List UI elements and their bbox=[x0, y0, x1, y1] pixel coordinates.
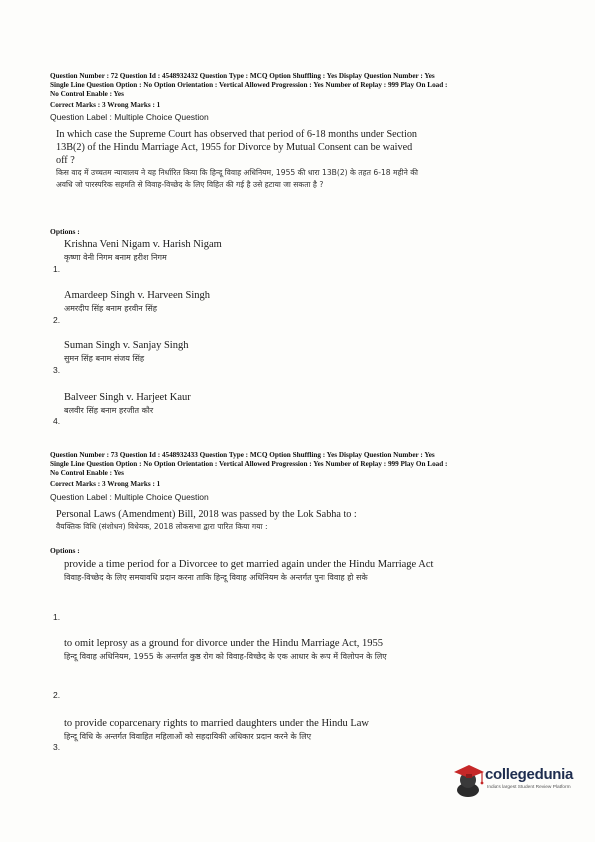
option-text-hi: बलवीर सिंह बनाम हरजीत कौर bbox=[64, 406, 154, 415]
question-72-meta bbox=[50, 72, 550, 99]
question-73-text bbox=[56, 508, 476, 533]
question-text-en: Personal Laws (Amendment) Bill, 2018 was passed by the Lok Sabha to : bbox=[56, 509, 357, 520]
option-text-hi: कृष्णा वेनी निगम बनाम हरीश निगम bbox=[64, 253, 167, 262]
graduate-cap-icon bbox=[452, 760, 486, 800]
question-72-label: Question Label : Multiple Choice Question bbox=[50, 112, 209, 122]
meta-line: Single Line Question Option : No Option Orientation : Vertical Allowed Progression : Yes Number of Replay : 999 Play On Load : bbox=[50, 81, 448, 89]
option-2[interactable] bbox=[64, 289, 464, 315]
option-text-hi: विवाह-विच्छेद के लिए समयावधि प्रदान करना ताकि हिन्दू विवाह अधिनियम के अन्तर्गत पुनः विवाह हो सके bbox=[64, 573, 368, 582]
option-number: 3. bbox=[53, 365, 61, 375]
option-text-hi: अमरदीप सिंह बनाम हरवीन सिंह bbox=[64, 304, 158, 313]
question-text-en: In which case the Supreme Court has observed that period of 6-18 months under Section 13B(2) of the Hindu Marriage Act, 1955 for Divorce by Mutual Consent can be waived off ? bbox=[56, 129, 418, 166]
meta-line: Question Number : 73 Question Id : 4548932433 Question Type : MCQ Option Shuffling : Yes Display Question Number : Yes bbox=[50, 451, 435, 459]
question-72-marks: Correct Marks : 3 Wrong Marks : 1 bbox=[50, 101, 161, 109]
brand-tagline: India's largest Student Review Platform bbox=[487, 785, 571, 790]
option-1[interactable] bbox=[64, 238, 464, 264]
brand-name: collegedunia bbox=[485, 766, 574, 783]
option-number: 1. bbox=[53, 264, 61, 274]
option-text-en: provide a time period for a Divorcee to get married again under the Hindu Marriage Act bbox=[64, 559, 434, 570]
collegedunia-logo bbox=[452, 760, 572, 800]
meta-line: No Control Enable : Yes bbox=[50, 469, 124, 477]
option-3[interactable] bbox=[64, 717, 464, 743]
option-4[interactable] bbox=[64, 391, 464, 417]
option-text-en: Suman Singh v. Sanjay Singh bbox=[64, 340, 189, 351]
option-text-en: Krishna Veni Nigam v. Harish Nigam bbox=[64, 239, 222, 250]
option-text-hi: हिन्दू विवाह अधिनियम, 1955 के अन्तर्गत कुष्ठ रोग को विवाह-विच्छेद के एक आधार के रूप में विलोपन के लिए bbox=[64, 652, 387, 661]
option-number: 2. bbox=[53, 690, 61, 700]
option-number: 4. bbox=[53, 416, 61, 426]
option-number: 1. bbox=[53, 612, 61, 622]
options-label: Options : bbox=[50, 227, 80, 236]
question-73-marks: Correct Marks : 3 Wrong Marks : 1 bbox=[50, 480, 161, 488]
meta-line: Single Line Question Option : No Option Orientation : Vertical Allowed Progression : Yes Number of Replay : 999 Play On Load : bbox=[50, 460, 448, 468]
option-1[interactable] bbox=[64, 558, 464, 584]
option-text-hi: हिन्दू विधि के अन्तर्गत विवाहित महिलाओं को सहदायिकी अधिकार प्रदान करने के लिए bbox=[64, 732, 312, 741]
meta-line: Question Number : 72 Question Id : 4548932432 Question Type : MCQ Option Shuffling : Yes Display Question Number : Yes bbox=[50, 72, 435, 80]
option-text-hi: सुमन सिंह बनाम संजय सिंह bbox=[64, 354, 145, 363]
option-3[interactable] bbox=[64, 339, 464, 365]
option-text-en: to omit leprosy as a ground for divorce under the Hindu Marriage Act, 1955 bbox=[64, 638, 384, 649]
question-text-hi: वैयक्तिक विधि (संशोधन) विधेयक, 2018 लोकसभा द्वारा पारित किया गया : bbox=[56, 522, 268, 531]
option-number: 2. bbox=[53, 315, 61, 325]
options-label: Options : bbox=[50, 546, 80, 555]
question-73-meta bbox=[50, 451, 550, 478]
meta-line: No Control Enable : Yes bbox=[50, 90, 124, 98]
option-text-en: to provide coparcenary rights to married daughters under the Hindu Law bbox=[64, 718, 369, 729]
option-text-en: Amardeep Singh v. Harveen Singh bbox=[64, 290, 210, 301]
question-text-hi: किस वाद में उच्चतम न्यायालय ने यह निर्धारित किया कि हिन्दू विवाह अधिनियम, 1955 की धारा 13B(2) के तहत 6-18 महीने की अवधि जो पारस्परिक सहमति से विवाह-विच्छेद के लिए विहित की गई है उसे हटाया जा सकता है ? bbox=[56, 168, 419, 189]
option-number: 3. bbox=[53, 742, 61, 752]
question-73-label: Question Label : Multiple Choice Question bbox=[50, 492, 209, 502]
question-72-text bbox=[56, 128, 426, 191]
option-text-en: Balveer Singh v. Harjeet Kaur bbox=[64, 392, 191, 403]
option-2[interactable] bbox=[64, 637, 464, 663]
